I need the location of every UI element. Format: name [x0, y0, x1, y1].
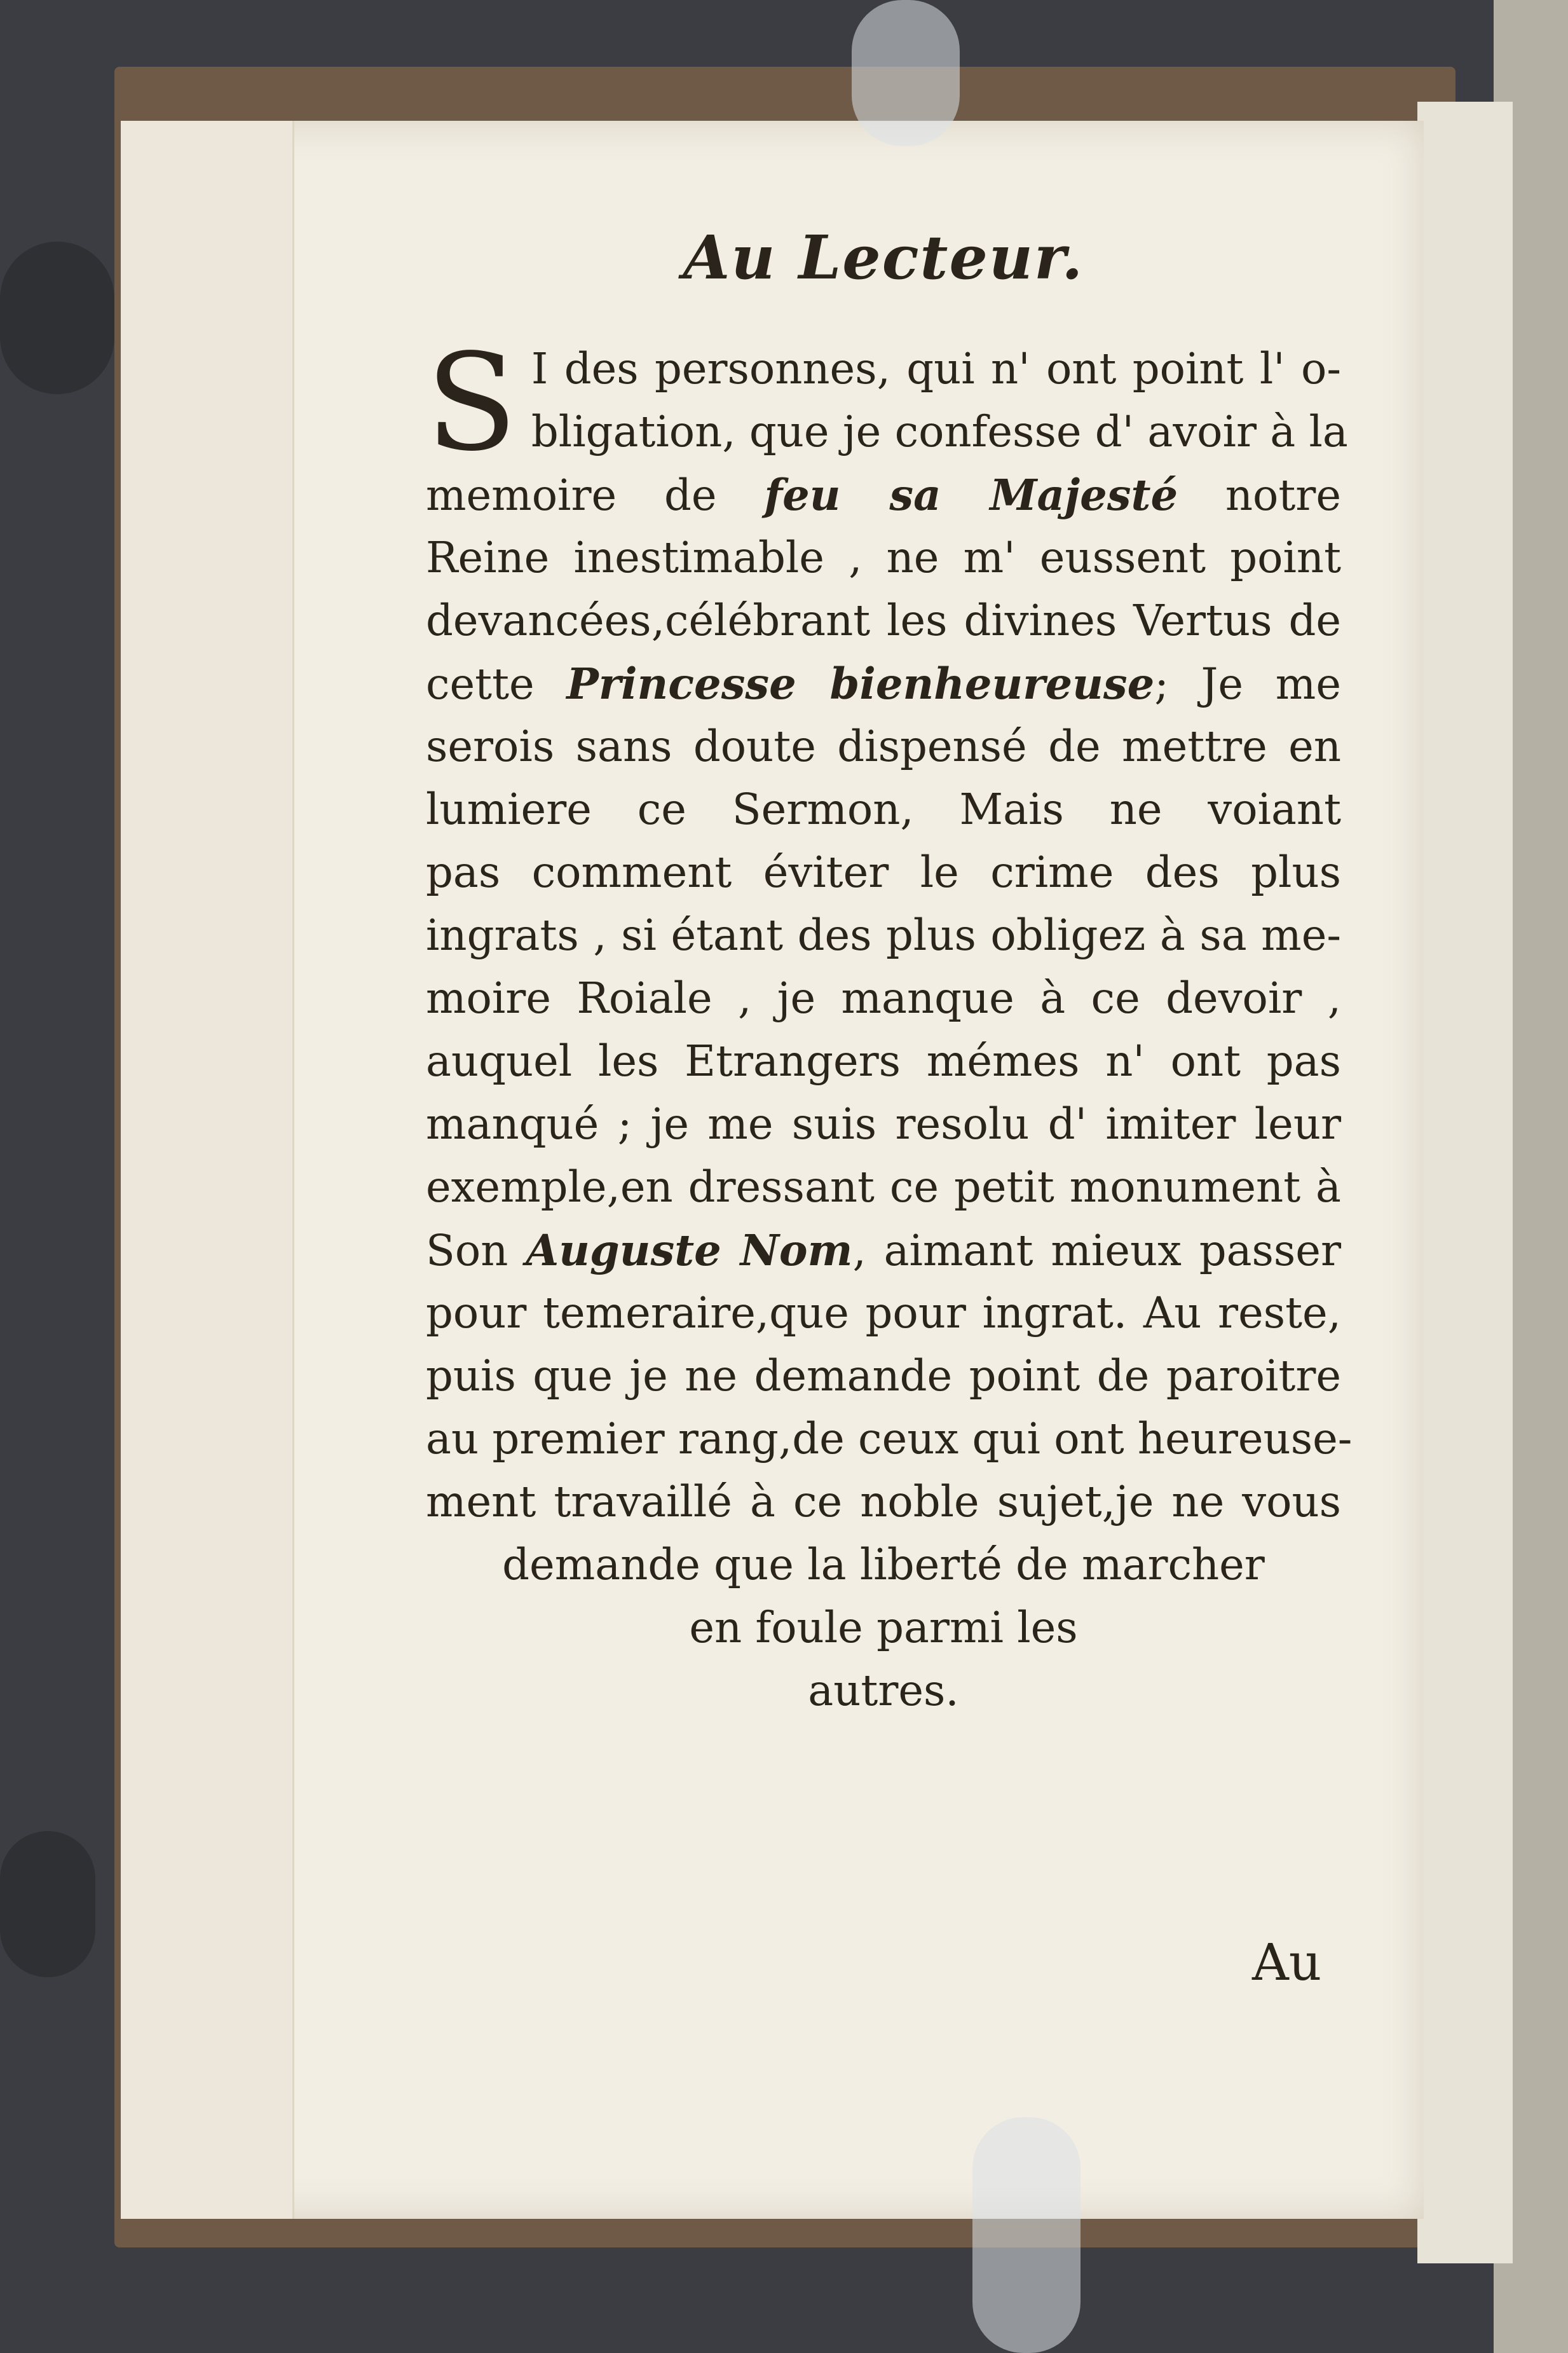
text-line: serois sans doute dispensé de mettre en	[426, 722, 1341, 771]
drop-capital: S	[426, 325, 517, 481]
text-line: cette Princesse bienheureuse; Je me	[426, 659, 1341, 709]
text-line: auquel les Etrangers mémes n' ont pas	[426, 1036, 1341, 1086]
text-line: pour temeraire,que pour ingrat. Au reste,	[426, 1288, 1341, 1338]
page-clip-bottom	[972, 2117, 1081, 2353]
text-line: bligation, que je confesse d' avoir à la	[531, 407, 1348, 456]
page-clip-left-lower	[0, 1831, 95, 1977]
page-title: Au Lecteur.	[683, 223, 1084, 293]
text-line: puis que je ne demande point de paroitre	[426, 1351, 1341, 1401]
text-line: ingrats , si étant des plus obligez à sa me-	[426, 910, 1341, 960]
text-line: autres.	[808, 1666, 959, 1715]
catchword: Au	[1252, 1933, 1322, 1992]
text-line: manqué ; je me suis resolu d' imiter leur	[426, 1099, 1341, 1149]
text-line: au premier rang,de ceux qui ont heureuse-	[426, 1414, 1353, 1464]
page-gutter	[121, 121, 294, 2219]
text-line: moire Roiale , je manque à ce devoir ,	[426, 973, 1341, 1023]
text-line: exemple,en dressant ce petit monument à	[426, 1162, 1341, 1212]
text-line: lumiere ce Sermon, Mais ne voiant	[426, 785, 1341, 834]
text-line: devancées,célébrant les divines Vertus de	[426, 596, 1341, 645]
page-clip-top	[852, 0, 960, 146]
preface-body	[426, 325, 1353, 1722]
page-clip-left-upper	[0, 242, 114, 394]
text-line: Son Auguste Nom, aimant mieux passer	[426, 1225, 1341, 1275]
text-line: memoire de feu sa Majesté notre	[426, 470, 1341, 520]
text-line: pas comment éviter le crime des plus	[426, 847, 1341, 897]
text-line: Reine inestimable , ne m' eussent point	[426, 533, 1341, 582]
text-line: I des personnes, qui n' ont point l' o-	[531, 344, 1341, 394]
page-text	[426, 223, 1353, 1722]
text-line: en foule parmi les	[689, 1603, 1078, 1652]
page-edges	[1417, 102, 1513, 2263]
text-lines	[426, 325, 1353, 1533]
closing-lines	[426, 1533, 1341, 1722]
text-line: demande que la liberté de marcher	[502, 1540, 1265, 1589]
text-line: ment travaillé à ce noble sujet,je ne vous	[426, 1477, 1341, 1526]
